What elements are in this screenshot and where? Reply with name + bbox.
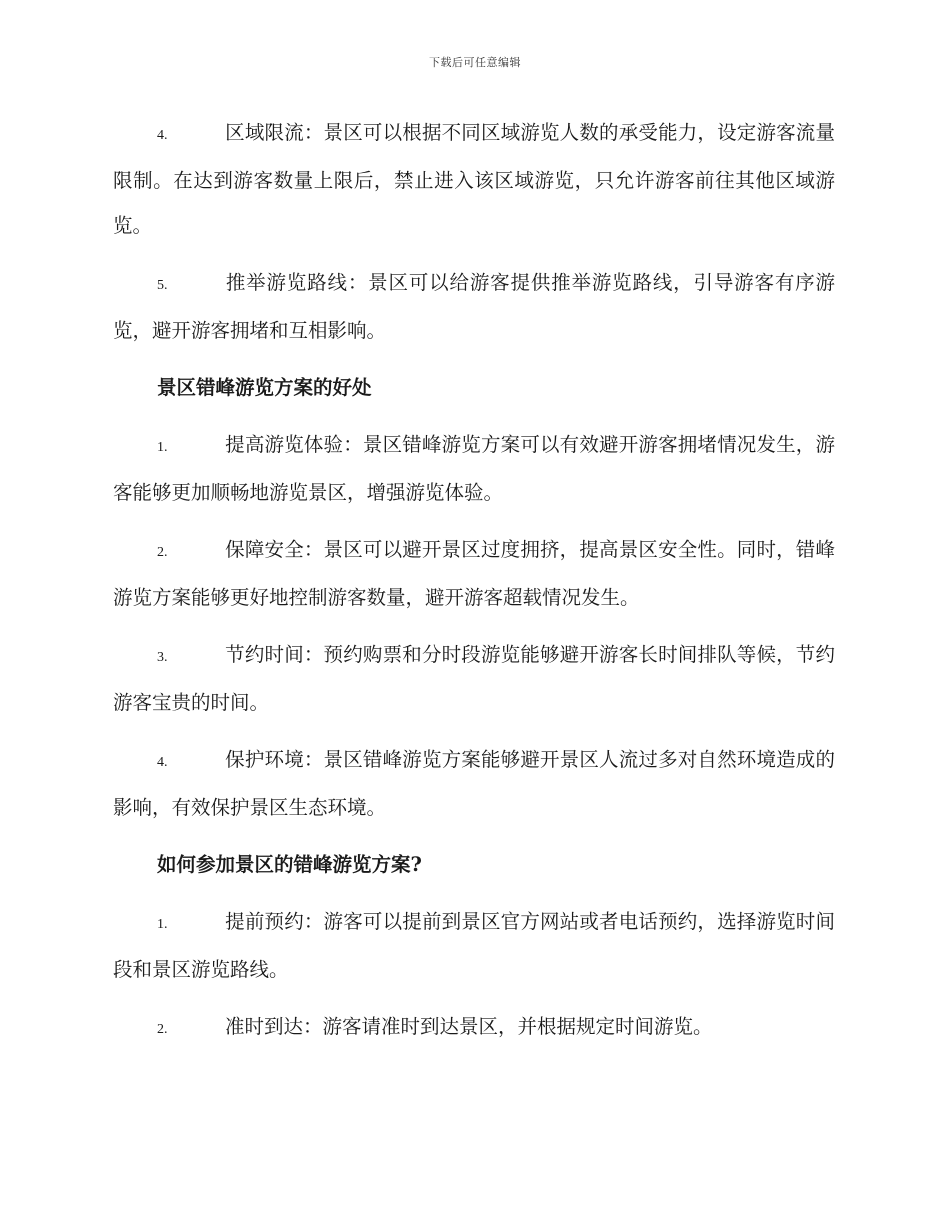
list-item-number: 2. [157,545,168,560]
list-item-number: 4. [157,128,168,143]
list-item-text: 保障安全：景区可以避开景区过度拥挤，提高景区安全性。同时，错峰游览方案能够更好地控制游客数量，避开游客超载情况发生。 [113,538,835,609]
page-header: 下载后可任意编辑 [429,56,521,69]
list-item-number: 3. [157,650,168,665]
list-item-number: 5. [157,278,168,293]
list-item [113,632,835,725]
list-item-number: 1. [157,440,168,455]
list-item [113,899,835,992]
list-item-number: 1. [157,917,168,932]
list-item-text: 节约时间：预约购票和分时段游览能够避开游客长时间排队等候，节约游客宝贵的时间。 [113,643,835,714]
list-item-text: 推举游览路线：景区可以给游客提供推举游览路线，引导游客有序游览，避开游客拥堵和互相影响。 [113,271,835,342]
list-item-text: 提前预约：游客可以提前到景区官方网站或者电话预约，选择游览时间段和景区游览路线。 [113,910,835,981]
section-heading-how-to-join: 如何参加景区的错峰游览方案? [157,853,422,876]
list-item [113,422,835,515]
section-heading-benefits: 景区错峰游览方案的好处 [157,376,372,399]
document-body [113,110,835,1064]
list-item [113,1004,835,1052]
list-item [113,110,835,248]
list-item-text: 提高游览体验：景区错峰游览方案可以有效避开游客拥堵情况发生，游客能够更加顺畅地游览景区，增强游览体验。 [113,433,835,504]
list-item [113,737,835,830]
list-item-number: 4. [157,755,168,770]
list-item-number: 2. [157,1022,168,1037]
list-item-text: 准时到达：游客请准时到达景区，并根据规定时间游览。 [225,1015,713,1038]
list-item-text: 保护环境：景区错峰游览方案能够避开景区人流过多对自然环境造成的影响，有效保护景区生态环境。 [113,748,835,819]
list-item [113,527,835,620]
list-item [113,260,835,353]
list-item-text: 区域限流：景区可以根据不同区域游览人数的承受能力，设定游客流量限制。在达到游客数量上限后，禁止进入该区域游览，只允许游客前往其他区域游览。 [113,121,835,237]
